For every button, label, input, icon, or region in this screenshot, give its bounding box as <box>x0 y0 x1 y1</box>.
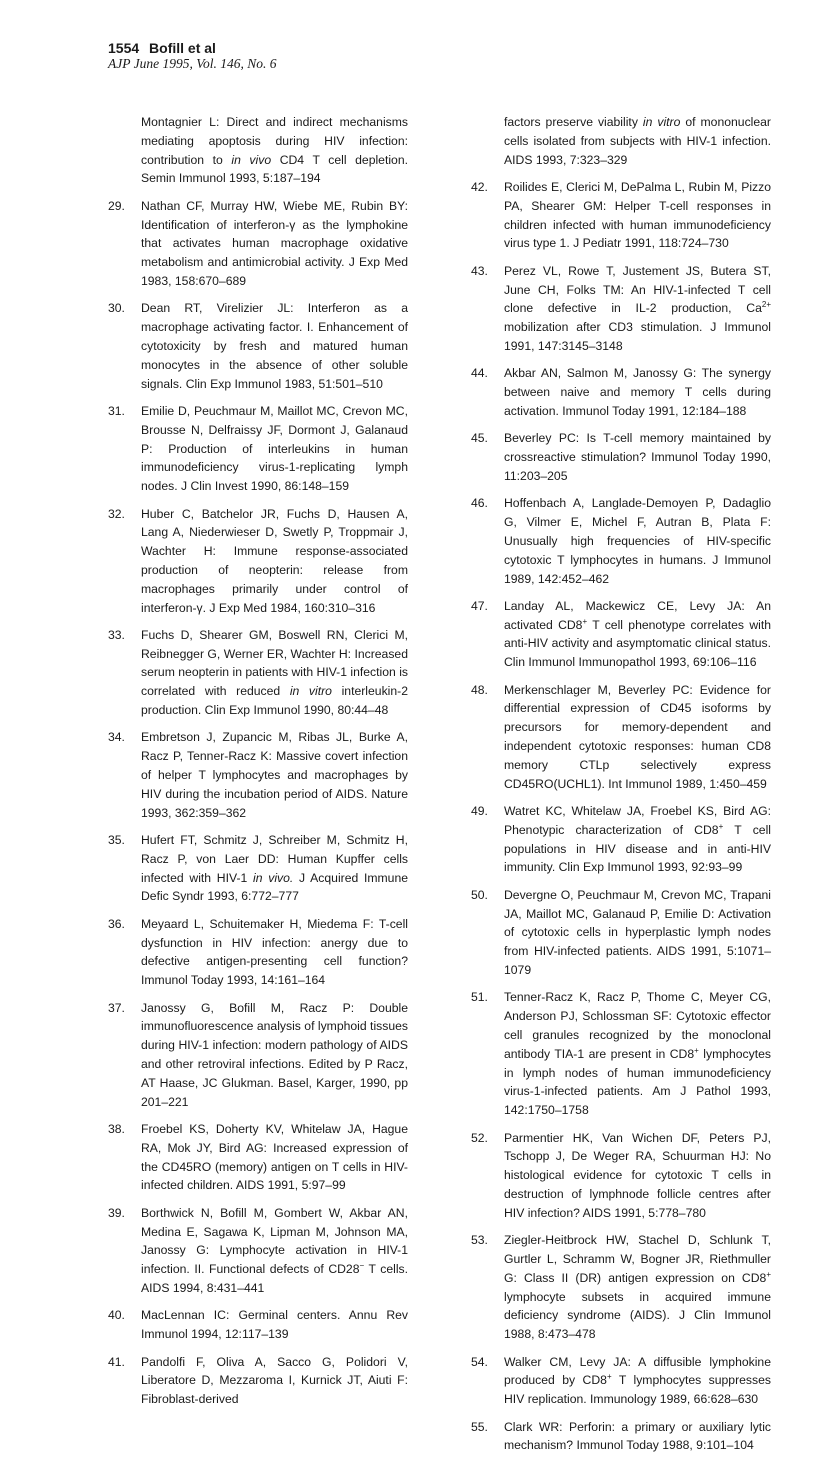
reference-text: Merkenschlager M, Beverley PC: Evidence for differential expression of CD45 isoforms by precursors for memory-dependent and independent cytotoxic responses: human CD8 memory CTLp selectively express CD45RO(UCHL1). Int Immunol 1989, 1:450–459 <box>504 682 771 791</box>
reference-entry <box>108 505 408 618</box>
reference-text: Embretson J, Zupancic M, Ribas JL, Burke A, Racz P, Tenner-Racz K: Massive covert infection of helper T lymphocytes and macrophages by HIV during the incubation period of AIDS. Nature 1993, 362:359–362 <box>141 730 408 820</box>
reference-entry <box>471 886 771 980</box>
reference-entry <box>108 1120 408 1195</box>
header-authors: Bofill et al <box>149 40 216 56</box>
reference-number: 52. <box>471 1130 488 1145</box>
reference-number: 46. <box>471 496 488 511</box>
reference-text: Meyaard L, Schuitemaker H, Miedema F: T-cell dysfunction in HIV infection: anergy due to defective antigen-presenting cell function? Immunol Today 1993, 14:161–164 <box>141 916 408 988</box>
reference-text: Hoffenbach A, Langlade-Demoyen P, Dadaglio G, Vilmer E, Michel F, Autran B, Plata F: Unusually high frequencies of HIV-specific cytotoxic T lymphocytes in humans. J Immunol 1989, 142:452–462 <box>504 496 771 586</box>
reference-number: 41. <box>108 1354 125 1369</box>
reference-text: Nathan CF, Murray HW, Wiebe ME, Rubin BY: Identification of interferon-γ as the lymphokine that activates human macrophage oxidative metabolism and antimicrobial activity. J Exp Med 1983, 158:670–689 <box>141 198 408 288</box>
reference-text: Emilie D, Peuchmaur M, Maillot MC, Crevon MC, Brousse N, Delfraissy JF, Dormont J, Galanaud P: Production of interleukins in human immunodeficiency virus-1-replicating lymph nodes. J Clin Invest 1990, 86:148–159 <box>141 403 408 494</box>
reference-number: 43. <box>471 263 488 278</box>
reference-entry <box>471 262 771 356</box>
reference-number: 40. <box>108 1308 125 1323</box>
reference-entry <box>471 1418 771 1456</box>
reference-entry <box>108 1353 408 1409</box>
reference-text: Landay AL, Mackewicz CE, Levy JA: An activated CD8+ T cell phenotype correlates with anti-HIV activity and asymptomatic clinical status. Clin Immunol Immunopathol 1993, 69:106–116 <box>504 598 771 670</box>
header-line <box>108 40 276 56</box>
reference-entry <box>471 802 771 877</box>
reference-number: 30. <box>108 301 125 316</box>
reference-text: Roilides E, Clerici M, DePalma L, Rubin M, Pizzo PA, Shearer GM: Helper T-cell responses in children infected with human immunodeficiency virus type 1. J Pediatr 1991, 118:724–730 <box>504 179 771 251</box>
reference-number: 39. <box>108 1205 125 1220</box>
reference-number: 33. <box>108 627 125 642</box>
reference-number: 35. <box>108 833 125 848</box>
reference-text: Tenner-Racz K, Racz P, Thome C, Meyer CG, Anderson PJ, Schlossman SF: Cytotoxic effector cell granules recognized by the monoclonal antibody TIA-1 are present in CD8+ lymphocytes in lymph nodes of human immunodeficiency virus-1-infected patients. Am J Pathol 1993, 142:1750–1758 <box>504 990 771 1118</box>
reference-number: 54. <box>471 1354 488 1369</box>
reference-entry <box>108 402 408 496</box>
reference-entry <box>108 1306 408 1344</box>
reference-text: Perez VL, Rowe T, Justement JS, Butera ST, June CH, Folks TM: An HIV-1-infected T cell clone defective in IL-2 production, $Ca^{2+}$ mobilization after CD3 stimulation. J Immunol 1991, 147:3145–3148 <box>504 263 771 353</box>
reference-continuation <box>108 113 408 188</box>
reference-number: 38. <box>108 1121 125 1136</box>
reference-text: Akbar AN, Salmon M, Janossy G: The synergy between naive and memory T cells during activation. Immunol Today 1991, 12:184–188 <box>504 366 771 418</box>
reference-text: Walker CM, Levy JA: A diffusible lymphokine produced by CD8+ T lymphocytes suppresses HIV replication. Immunology 1989, 66:628–630 <box>504 1354 771 1407</box>
journal-citation-line: AJP June 1995, Vol. 146, No. 6 <box>108 56 277 71</box>
reference-text: Parmentier HK, Van Wichen DF, Peters PJ, Tschopp J, De Weger RA, Schuurman HJ: No histological evidence for cytotoxic T cells in destruction of lymphnode follicle centres after HIV infection? AIDS 1991, 5:778–780 <box>504 1130 771 1220</box>
reference-number: 44. <box>471 366 488 381</box>
reference-text: Froebel KS, Doherty KV, Whitelaw JA, Hague RA, Mok JY, Bird AG: Increased expression of the CD45RO (memory) antigen on T cells in HIV-infected children. AIDS 1991, 5:97–99 <box>141 1121 408 1193</box>
reference-number: 51. <box>471 990 488 1005</box>
reference-entry <box>471 494 771 588</box>
reference-number: 29. <box>108 198 125 213</box>
reference-number: 48. <box>471 682 488 697</box>
reference-text: Ziegler-Heitbrock HW, Stachel D, Schlunk T, Gurtler L, Schramm W, Bogner JR, Riethmuller G: Class II (DR) antigen expression on CD8+ lymphocyte subsets in acquired immune deficiency syndrome (AIDS). J Clin Immunol 1988, 8:473–478 <box>504 1233 771 1342</box>
reference-number: 42. <box>471 179 488 194</box>
page-number: 1554 <box>108 40 140 56</box>
reference-number: 37. <box>108 1000 125 1015</box>
reference-entry <box>108 197 408 291</box>
reference-entry <box>108 1204 408 1298</box>
reference-entry <box>471 1129 771 1223</box>
reference-column-right <box>471 113 771 1464</box>
reference-number: 49. <box>471 804 488 819</box>
reference-text: factors preserve viability in vitro of mononuclear cells isolated from subjects with HIV-1 infection. AIDS 1993, 7:323–329 <box>504 115 771 167</box>
running-header <box>108 40 276 72</box>
reference-text: MacLennan IC: Germinal centers. Annu Rev Immunol 1994, 12:117–139 <box>141 1308 408 1342</box>
reference-entry <box>471 681 771 794</box>
reference-entry <box>471 178 771 253</box>
reference-text: Hufert FT, Schmitz J, Schreiber M, Schmitz H, Racz P, von Laer DD: Human Kupffer cells infected with HIV-1 in vivo. J Acquired Immune Defic Syndr 1993, 6:772–777 <box>141 833 409 904</box>
reference-text: Borthwick N, Bofill M, Gombert W, Akbar AN, Medina E, Sagawa K, Lipman M, Johnson MA, Janossy G: Lymphocyte activation in HIV-1 infection. II. Functional defects of CD28− T cells. AIDS 1994, 8:431–441 <box>141 1205 409 1295</box>
reference-entry <box>108 999 408 1112</box>
reference-entry <box>108 626 408 720</box>
reference-number: 53. <box>471 1233 488 1248</box>
reference-entry <box>108 915 408 990</box>
reference-number: 45. <box>471 431 488 446</box>
reference-entry <box>471 597 771 672</box>
reference-number: 50. <box>471 887 488 902</box>
reference-number: 34. <box>108 730 125 745</box>
reference-text: Montagnier L: Direct and indirect mechanisms mediating apoptosis during HIV infection: contribution to in vivo CD4 T cell depletion. Semin Immunol 1993, 5:187–194 <box>141 115 408 186</box>
reference-text: Devergne O, Peuchmaur M, Crevon MC, Trapani JA, Maillot MC, Galanaud P, Emilie D: Activation of cytotoxic cells in hyperplastic lymph nodes from HIV-infected patients. AIDS 1991, 5:1071–1079 <box>504 887 771 978</box>
reference-entry <box>471 429 771 485</box>
reference-entry <box>108 831 408 906</box>
reference-text: Huber C, Batchelor JR, Fuchs D, Hausen A, Lang A, Niederwieser D, Swetly P, Troppmair J, Wachter H: Immune response-associated production of neopterin: release from macrophages primarily under control of interferon-γ. J Exp Med 1984, 160:310–316 <box>141 506 408 615</box>
reference-column-left <box>108 113 408 1418</box>
reference-number: 31. <box>108 403 125 418</box>
reference-entry <box>108 299 408 393</box>
reference-text: Janossy G, Bofill M, Racz P: Double immunofluorescence analysis of lymphoid tissues during HIV-1 infection: modern pathology of AIDS and other retroviral infections. Edited by P Racz, AT Haase, JC Glukman. Basel, Karger, 1990, pp 201–221 <box>141 1000 408 1109</box>
reference-number: 36. <box>108 916 125 931</box>
reference-text: Pandolfi F, Oliva A, Sacco G, Polidori V, Liberatore D, Mezzaroma I, Kurnick JT, Aiuti F: Fibroblast-derived <box>141 1354 408 1407</box>
reference-text: Fuchs D, Shearer GM, Boswell RN, Clerici M, Reibnegger G, Werner ER, Wachter H: Increased serum neopterin in patients with HIV-1 infection is correlated with reduced in vitro interleukin-2 production. Clin Exp Immunol 1990, 80:44–48 <box>141 627 408 718</box>
reference-text: Dean RT, Virelizier JL: Interferon as a macrophage activating factor. I. Enhancement of cytotoxicity by fresh and matured human monocytes in the absence of other soluble signals. Clin Exp Immunol 1983, 51:501–510 <box>141 301 408 391</box>
reference-continuation <box>471 113 771 169</box>
reference-text: Beverley PC: Is T-cell memory maintained by crossreactive stimulation? Immunol Today 1990, 11:203–205 <box>504 431 771 483</box>
reference-text: Watret KC, Whitelaw JA, Froebel KS, Bird AG: Phenotypic characterization of CD8+ T cell populations in HIV disease and in anti-HIV immunity. Clin Exp Immunol 1993, 92:93–99 <box>504 804 771 875</box>
reference-entry <box>471 988 771 1120</box>
reference-number: 47. <box>471 598 488 613</box>
reference-entry <box>471 1231 771 1344</box>
reference-entry <box>108 728 408 822</box>
reference-number: 55. <box>471 1419 488 1434</box>
reference-entry <box>471 364 771 420</box>
reference-text: Clark WR: Perforin: a primary or auxiliary lytic mechanism? Immunol Today 1988, 9:101–104 <box>504 1419 771 1453</box>
reference-number: 32. <box>108 506 125 521</box>
reference-entry <box>471 1353 771 1409</box>
